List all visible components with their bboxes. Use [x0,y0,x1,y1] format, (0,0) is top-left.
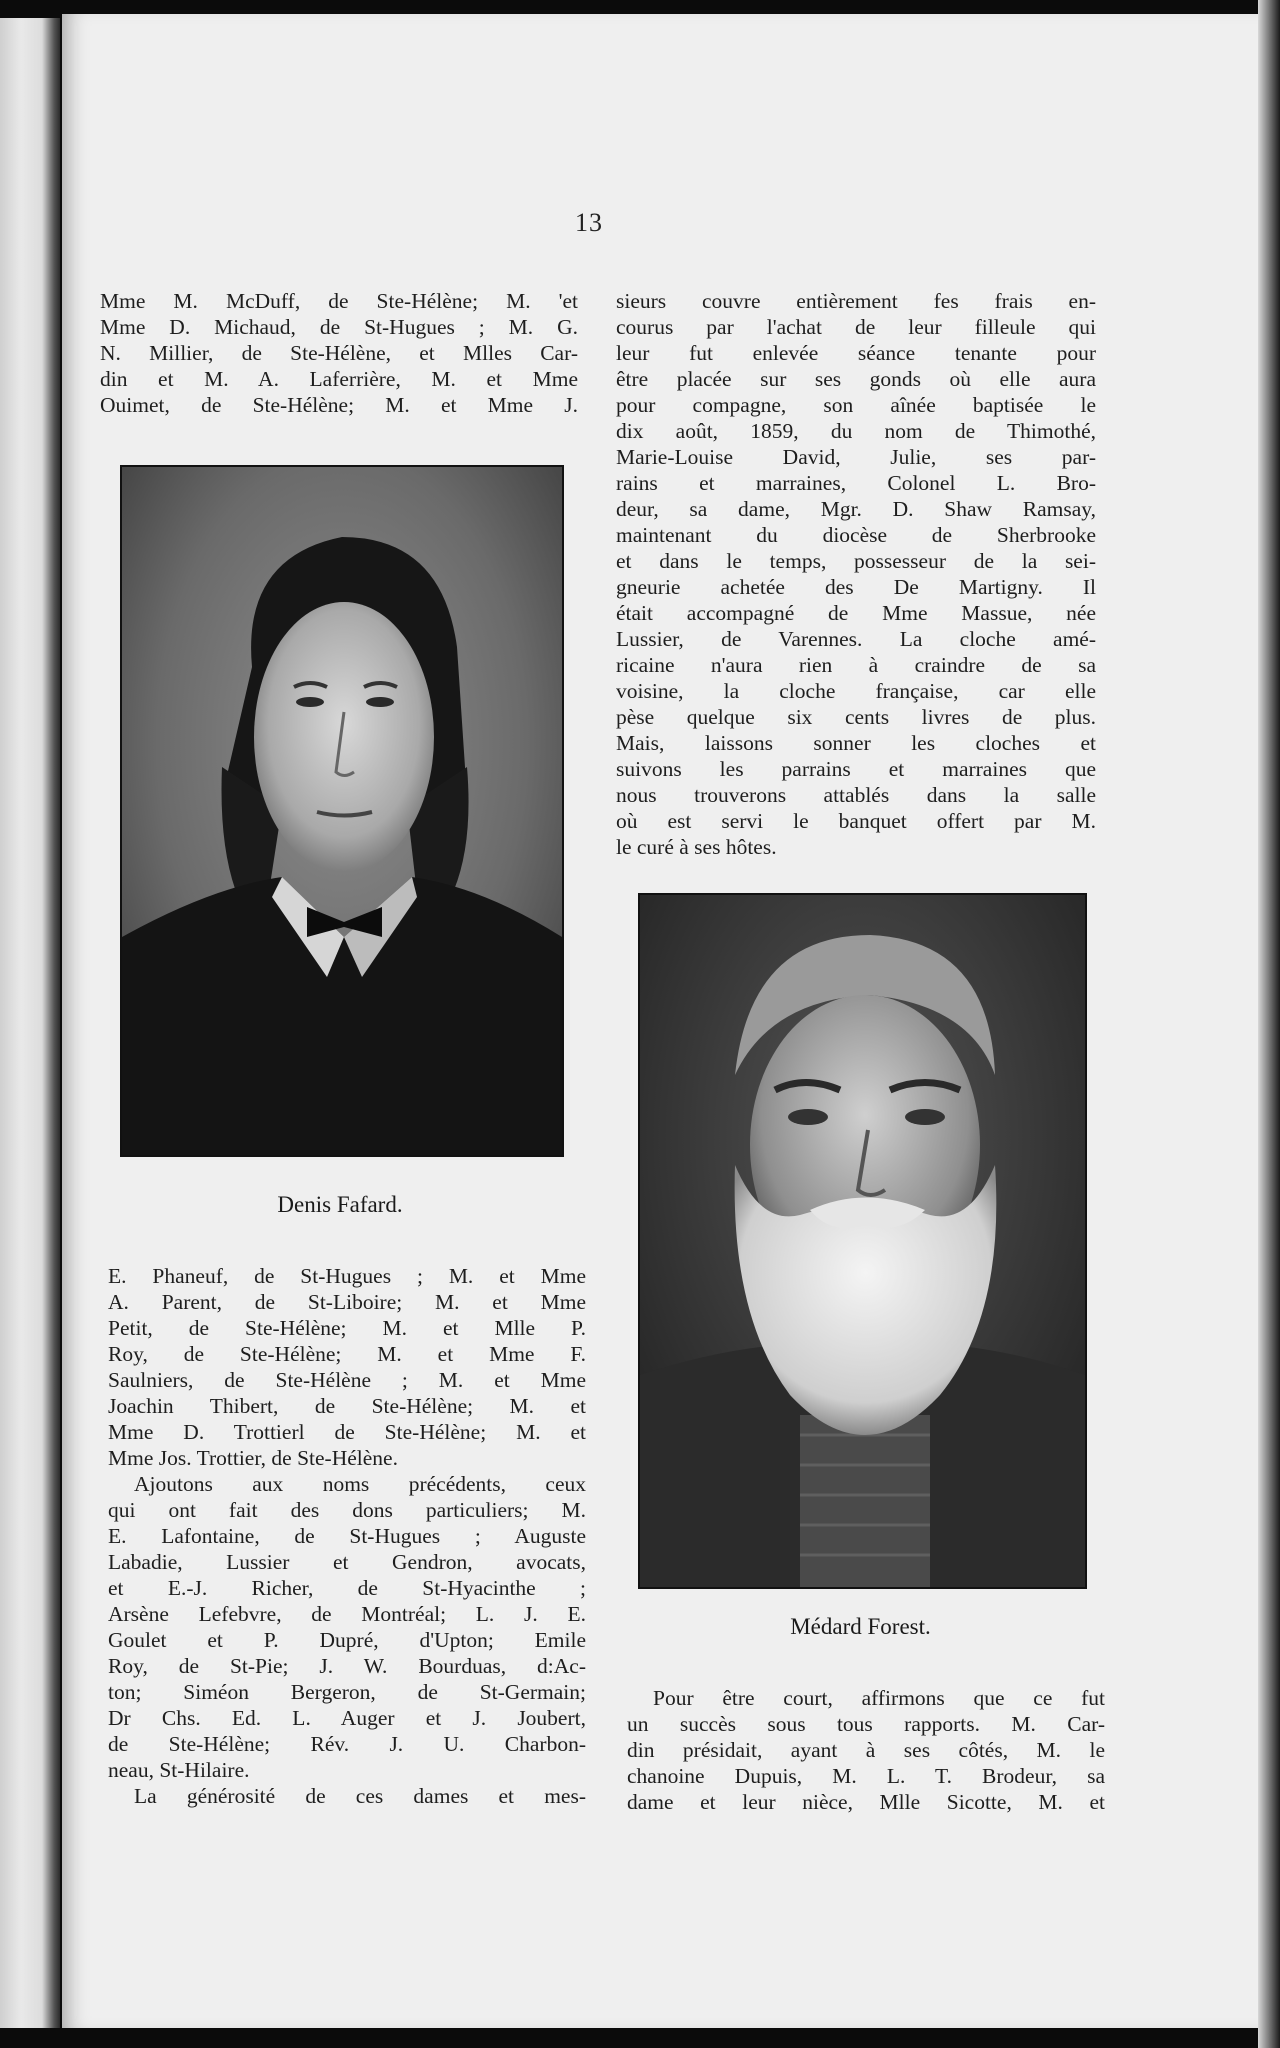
text-line: din présidait, ayant à ses côtés, M. le [627,1738,1105,1762]
right-page-edge [1258,0,1280,2048]
text-line: Dr Chs. Ed. L. Auger et J. Joubert, [108,1706,586,1730]
text-line: être placée sur ses gonds où elle aura [616,367,1096,391]
text-line: nous trouverons attablés dans la salle [616,783,1096,807]
text-line: Mme M. McDuff, de Ste-Hélène; M. 'et [100,289,578,313]
paragraph [108,1471,586,1783]
text-line: Pour être court, affirmons que ce fut [653,1686,1105,1710]
right-column-top-text [616,288,1096,860]
text-line: deur, sa dame, Mgr. D. Shaw Ramsay, [616,497,1096,521]
text-line: Lussier, de Varennes. La cloche amé- [616,627,1096,651]
text-line: La générosité de ces dames et mes- [134,1784,586,1808]
text-line: dame et leur nièce, Mlle Sicotte, M. et [627,1790,1105,1814]
portrait-medard-forest [638,893,1087,1589]
text-line: neau, St-Hilaire. [108,1758,250,1782]
page-number: 13 [575,208,603,237]
text-line: de Ste-Hélène; Rév. J. U. Charbon- [108,1732,586,1756]
text-line: Petit, de Ste-Hélène; M. et Mlle P. [108,1316,586,1340]
text-line: Goulet et P. Dupré, d'Upton; Emile [108,1628,586,1652]
text-line: Arsène Lefebvre, de Montréal; L. J. E. [108,1602,586,1626]
text-line: Mme D. Trottierl de Ste-Hélène; M. et [108,1420,586,1444]
text-line: voisine, la cloche française, car elle [616,679,1096,703]
text-line: N. Millier, de Ste-Hélène, et Mlles Car- [100,341,578,365]
text-line: et E.-J. Richer, de St-Hyacinthe ; [108,1576,586,1600]
text-line: gneurie achetée des De Martigny. Il [616,575,1096,599]
text-line: dix août, 1859, du nom de Thimothé, [616,419,1096,443]
text-line: courus par l'achat de leur filleule qui [616,315,1096,339]
left-column-bottom-text [108,1263,586,1809]
text-line: rains et marraines, Colonel L. Bro- [616,471,1096,495]
text-line: Mme D. Michaud, de St-Hugues ; M. G. [100,315,578,339]
text-line: le curé à ses hôtes. [616,835,777,859]
text-line: E. Phaneuf, de St-Hugues ; M. et Mme [108,1264,586,1288]
paragraph [616,288,1096,860]
text-line: Joachin Thibert, de Ste-Hélène; M. et [108,1394,586,1418]
text-line: Labadie, Lussier et Gendron, avocats, [108,1550,586,1574]
text-line: Ajoutons aux noms précédents, ceux [134,1472,586,1496]
text-line: E. Lafontaine, de St-Hugues ; Auguste [108,1524,586,1548]
text-line: ton; Siméon Bergeron, de St-Germain; [108,1680,586,1704]
paragraph [108,1783,586,1809]
left-column-top-text [100,288,578,418]
text-line: Ouimet, de Ste-Hélène; M. et Mme J. [100,393,578,417]
left-page-edge [0,18,60,2028]
text-line: A. Parent, de St-Liboire; M. et Mme [108,1290,586,1314]
caption-medard-forest: Médard Forest. [790,1614,931,1639]
text-line: pour compagne, son aînée baptisée le [616,393,1096,417]
text-line: suivons les parrains et marraines que [616,757,1096,781]
text-line: Mme Jos. Trottier, de Ste-Hélène. [108,1446,398,1470]
text-line: Mais, laissons sonner les cloches et [616,731,1096,755]
paragraph [627,1685,1105,1815]
paragraph [100,288,578,418]
text-line: qui ont fait des dons particuliers; M. [108,1498,586,1522]
text-line: Marie-Louise David, Julie, ses par- [616,445,1096,469]
text-line: maintenant du diocèse de Sherbrooke [616,523,1096,547]
text-line: ricaine n'aura rien à craindre de sa [616,653,1096,677]
text-line: Saulniers, de Ste-Hélène ; M. et Mme [108,1368,586,1392]
text-line: sieurs couvre entièrement fes frais en- [616,289,1096,313]
portrait-denis-fafard [120,465,564,1157]
text-line: chanoine Dupuis, M. L. T. Brodeur, sa [627,1764,1105,1788]
text-line: leur fut enlevée séance tenante pour [616,341,1096,365]
text-line: pèse quelque six cents livres de plus. [616,705,1096,729]
caption-denis-fafard: Denis Fafard. [277,1192,403,1217]
paragraph [108,1263,586,1471]
right-column-bottom-text [627,1685,1105,1815]
text-line: Roy, de Ste-Hélène; M. et Mme F. [108,1342,586,1366]
text-line: Roy, de St-Pie; J. W. Bourduas, d:Ac- [108,1654,586,1678]
text-line: un succès sous tous rapports. M. Car- [627,1712,1105,1736]
text-line: était accompagné de Mme Massue, née [616,601,1096,625]
text-line: où est servi le banquet offert par M. [616,809,1096,833]
text-line: et dans le temps, possesseur de la sei- [616,549,1096,573]
text-line: din et M. A. Laferrière, M. et Mme [100,367,578,391]
